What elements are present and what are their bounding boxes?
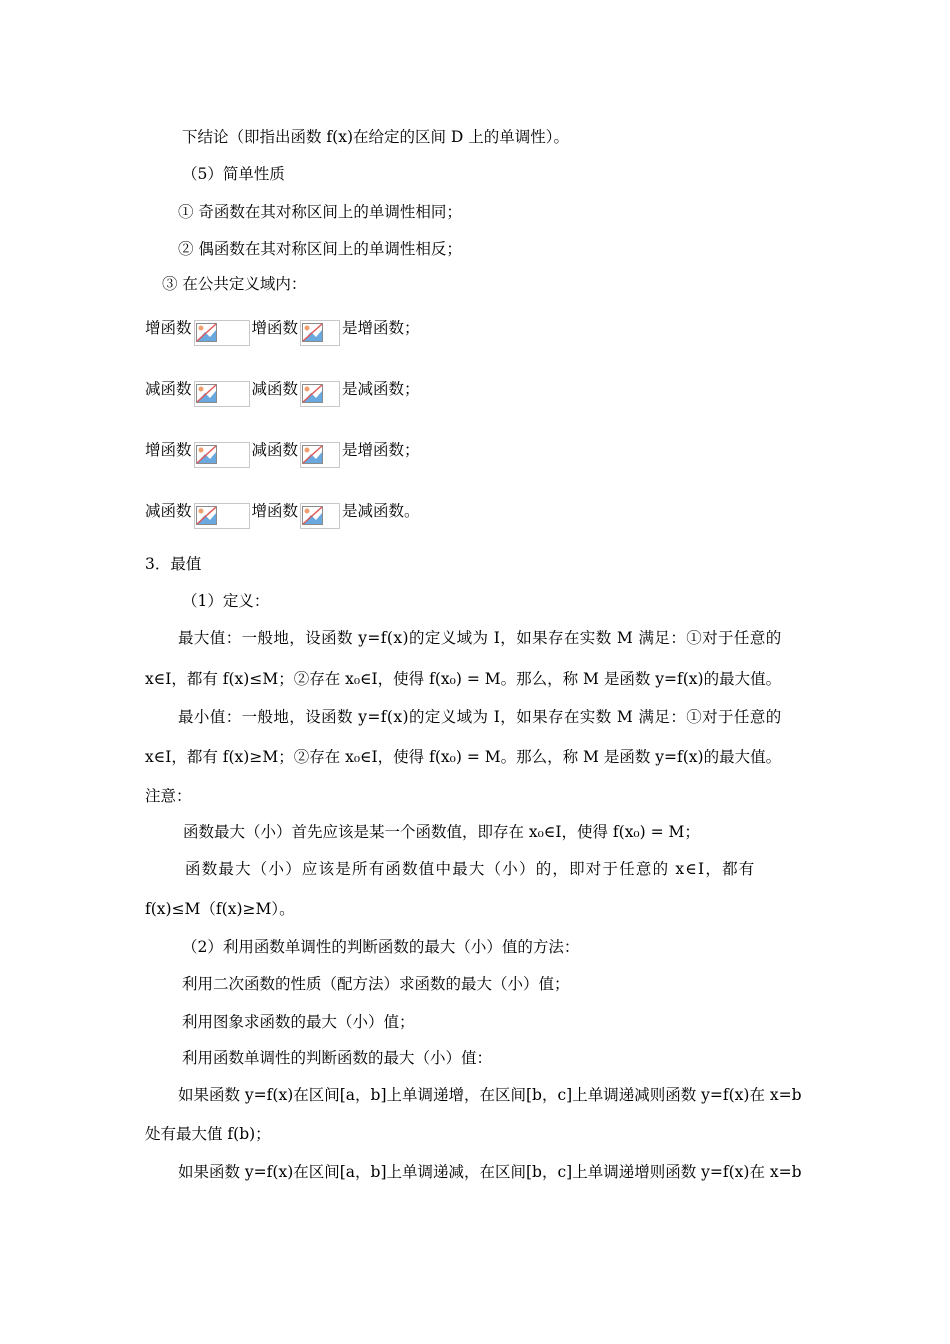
rule-operand-b: 增函数: [251, 319, 299, 337]
intro-line-1: 下结论（即指出函数 f(x)在给定的区间 D 上的单调性）。: [182, 128, 570, 146]
broken-image-icon: [194, 503, 250, 529]
rule-operand-b: 增函数: [251, 502, 299, 520]
monotonic-rule-1-line-1: 如果函数 y=f(x)在区间[a，b]上单调递增，在区间[b，c]上单调递减则函数 y=f(x)在 x=b: [178, 1086, 802, 1104]
section-heading-extrema: 3．最值: [145, 555, 202, 573]
method-1: 利用二次函数的性质（配方法）求函数的最大（小）值；: [182, 975, 570, 993]
property-even-function: ② 偶函数在其对称区间上的单调性相反；: [178, 240, 462, 258]
rule-operand-a: 增函数: [145, 319, 192, 337]
min-definition-text: 最小值：一般地，设函数 y=f(x)的定义域为 I，如果存在实数 M 满足：①对于任意的: [178, 708, 782, 726]
broken-image-icon: [194, 442, 250, 468]
rule-operand-b: 减函数: [251, 441, 299, 459]
broken-image-icon: [194, 320, 250, 346]
max-definition-line-2: x∈I，都有 f(x)≤M；②存在 x₀∈I，使得 f(x₀) = M。那么，称 M 是函数 y=f(x)的最大值。: [145, 670, 782, 688]
note-1: 函数最大（小）首先应该是某一个函数值，即存在 x₀∈I，使得 f(x₀) = M；: [183, 823, 700, 841]
broken-image-icon: [300, 442, 340, 468]
method-heading: （2）利用函数单调性的判断函数的最大（小）值的方法：: [182, 938, 580, 956]
rule-row-4: [145, 493, 420, 527]
max-definition-line-1: [145, 628, 808, 648]
monotonic-rule-1-line-2: 处有最大值 f(b)；: [145, 1125, 271, 1143]
rule-row-2: [145, 371, 420, 405]
rule-row-3: [145, 432, 420, 466]
method-2: 利用图象求函数的最大（小）值；: [182, 1013, 415, 1031]
rule-result: 是增函数；: [342, 441, 420, 459]
note-label: 注意：: [145, 787, 192, 805]
rule-operand-a: 减函数: [145, 380, 192, 398]
rule-result: 是减函数。: [342, 502, 420, 520]
max-definition-text: 最大值：一般地，设函数 y=f(x)的定义域为 I，如果存在实数 M 满足：①对于任意的: [178, 629, 782, 647]
rule-row-1: [145, 310, 420, 344]
definition-heading: （1）定义：: [182, 592, 270, 610]
rule-result: 是增函数；: [342, 319, 420, 337]
subheading-simple-properties: （5）简单性质: [182, 165, 285, 183]
broken-image-icon: [300, 320, 340, 346]
note-2-line-2: f(x)≤M（f(x)≥M）。: [145, 900, 295, 918]
property-common-domain: ③ 在公共定义域内：: [162, 275, 307, 293]
rule-operand-a: 减函数: [145, 502, 192, 520]
note-2-line-1: [145, 859, 808, 879]
broken-image-icon: [194, 381, 250, 407]
method-3: 利用函数单调性的判断函数的最大（小）值：: [182, 1049, 493, 1067]
broken-image-icon: [300, 503, 340, 529]
rule-operand-b: 减函数: [251, 380, 299, 398]
property-odd-function: ① 奇函数在其对称区间上的单调性相同；: [178, 203, 462, 221]
monotonic-rule-2-line-1: 如果函数 y=f(x)在区间[a，b]上单调递减，在区间[b，c]上单调递增则函数 y=f(x)在 x=b: [178, 1163, 802, 1181]
min-definition-line-1: [145, 707, 808, 727]
broken-image-icon: [300, 381, 340, 407]
rule-operand-a: 增函数: [145, 441, 192, 459]
note-2-text: 函数最大（小）应该是所有函数值中最大（小）的，即对于任意的 x∈I，都有: [185, 860, 756, 878]
min-definition-line-2: x∈I，都有 f(x)≥M；②存在 x₀∈I，使得 f(x₀) = M。那么，称 M 是函数 y=f(x)的最大值。: [145, 748, 782, 766]
rule-result: 是减函数；: [342, 380, 420, 398]
